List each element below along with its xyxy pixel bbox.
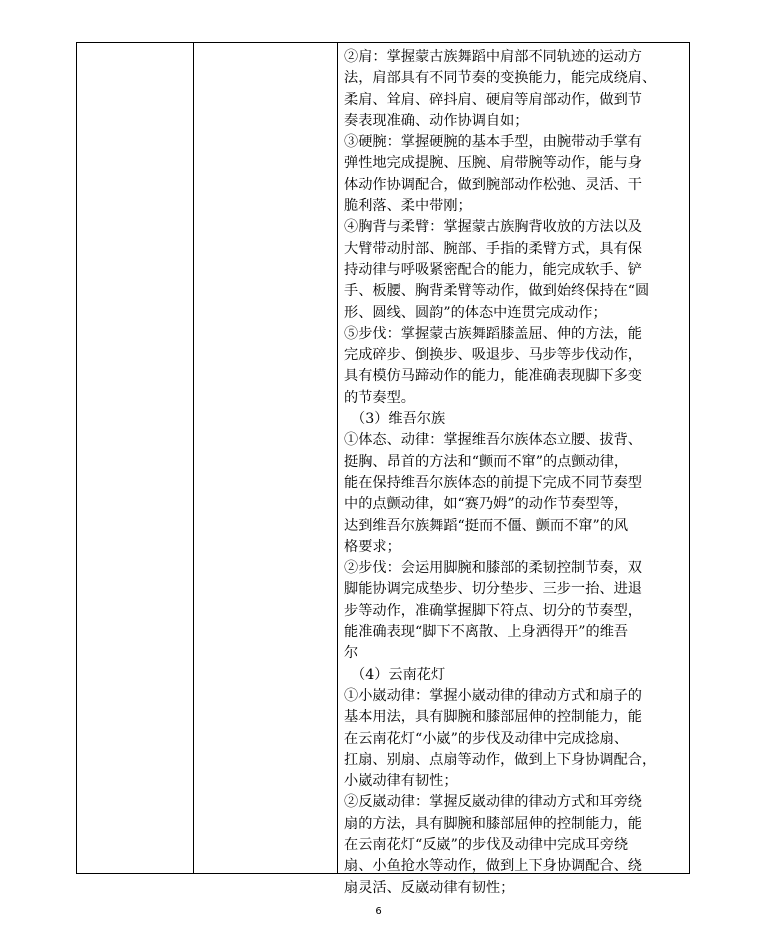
text-line: 持动律与呼吸紧密配合的能力，能完成软手、铲	[344, 261, 642, 278]
table-column-divider	[337, 43, 338, 873]
table-cell-content	[344, 47, 684, 899]
text-line: 扇、小鱼抢水等动作，做到上下身协调配合、绕	[344, 858, 642, 875]
text-line: ⑤步伐：掌握蒙古族舞蹈膝盖屈、伸的方法，能	[344, 325, 642, 342]
text-line: ③硬腕：掌握硬腕的基本手型，由腕带动手掌有	[344, 134, 642, 151]
table-column-divider	[193, 43, 194, 873]
text-line: 脆利落、柔中带刚；	[344, 198, 472, 215]
page-number: 6	[375, 906, 382, 917]
text-line: 格要求；	[344, 538, 401, 555]
text-line: 尔	[344, 645, 359, 662]
text-line: 具有模仿马蹄动作的能力，能准确表现脚下多变	[344, 368, 642, 385]
text-line: 小崴动律有韧性；	[344, 773, 458, 790]
section-heading: （4）云南花灯	[351, 666, 446, 683]
text-line: 大臂带动肘部、腕部、手指的柔臂方式，具有保	[344, 240, 642, 257]
text-line: ②肩：掌握蒙古族舞蹈中肩部不同轨迹的运动方	[344, 49, 642, 65]
section-heading: （3）维吾尔族	[351, 411, 446, 428]
text-line: ①小崴动律：掌握小崴动律的律动方式和扇子的	[344, 687, 642, 704]
text-line: 在云南花灯“小崴”的步伐及动律中完成捻扇、	[344, 730, 629, 747]
text-line: 的节奏型。	[344, 389, 415, 406]
text-line: 在云南花灯“反崴”的步伐及动律中完成耳旁绕	[344, 836, 629, 853]
text-line: 达到维吾尔族舞蹈“挺而不僵、颤而不窜”的风	[344, 517, 629, 534]
text-line: 完成碎步、倒换步、吸退步、马步等步伐动作，	[344, 347, 642, 364]
text-line: 手、板腰、胸背柔臂等动作，做到始终保持在“圆	[344, 283, 650, 300]
text-line: 中的点颤动律，如“赛乃姆”的动作节奏型等，	[344, 496, 629, 513]
text-line: 扇的方法，具有脚腕和膝部屈伸的控制能力，能	[344, 815, 642, 832]
text-line: 弹性地完成提腕、压腕、肩带腕等动作，能与身	[344, 155, 642, 172]
text-line: ④胸背与柔臂：掌握蒙古族胸背收放的方法以及	[344, 219, 642, 236]
text-line: 能准确表现“脚下不离散、上身洒得开”的维吾	[344, 624, 629, 641]
text-line: 步等动作，准确掌握脚下符点、切分的节奏型，	[344, 602, 642, 619]
text-line: 形、圆线、圆韵”的体态中连贯完成动作；	[344, 304, 607, 321]
text-line: 体动作协调配合，做到腕部动作松弛、灵活、干	[344, 176, 642, 193]
text-line: 柔肩、耸肩、碎抖肩、硬肩等肩部动作，做到节	[344, 91, 642, 108]
text-line: 法，肩部具有不同节奏的变换能力，能完成绕肩、	[344, 70, 657, 87]
text-line: 基本用法，具有脚腕和膝部屈伸的控制能力，能	[344, 709, 642, 726]
text-line: ②步伐：会运用脚腕和膝部的柔韧控制节奏，双	[344, 560, 642, 577]
text-line: ②反崴动律：掌握反崴动律的律动方式和耳旁绕	[344, 794, 642, 811]
text-line: 扛扇、别扇、点扇等动作，做到上下身协调配合，	[344, 751, 657, 768]
text-line: ①体态、动律：掌握维吾尔族体态立腰、拔背、	[344, 432, 642, 449]
text-line: 脚能协调完成垫步、切分垫步、三步一抬、进退	[344, 581, 642, 598]
text-line: 能在保持维吾尔族体态的前提下完成不同节奏型	[344, 474, 642, 491]
text-line: 挺胸、昂首的方法和“颤而不窜”的点颤动律，	[344, 453, 629, 470]
text-line: 奏表现准确、动作协调自如；	[344, 112, 529, 129]
text-line: 扇灵活、反崴动律有韧性；	[344, 879, 515, 896]
